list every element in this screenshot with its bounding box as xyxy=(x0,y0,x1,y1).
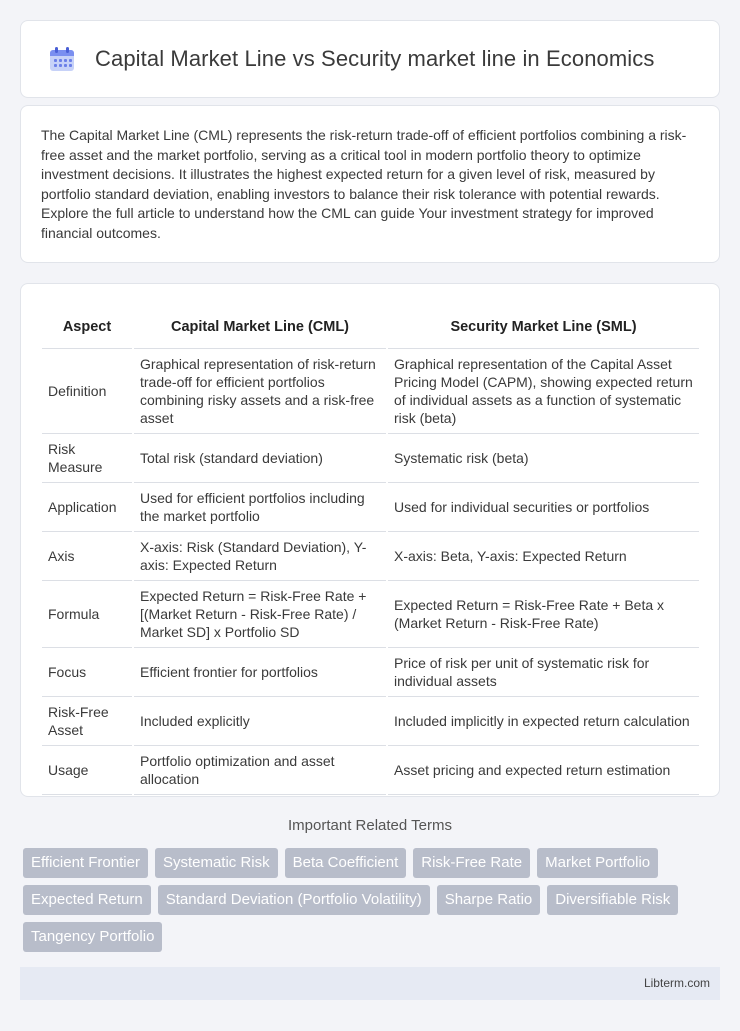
related-term-tag[interactable]: Market Portfolio xyxy=(537,848,658,878)
row-aspect: Axis xyxy=(42,531,133,580)
row-cml: Graphical representation of risk-return trade-off for efficient portfolios combining risky assets and a risk-free asset xyxy=(133,348,387,433)
row-sml: Asset pricing and expected return estimation xyxy=(387,745,699,794)
row-cml: X-axis: Risk (Standard Deviation), Y-axis: Expected Return xyxy=(133,531,387,580)
related-term-tag[interactable]: Standard Deviation (Portfolio Volatility) xyxy=(158,885,430,915)
row-sml: X-axis: Beta, Y-axis: Expected Return xyxy=(387,531,699,580)
table-row xyxy=(42,745,699,794)
row-aspect: Formula xyxy=(42,580,133,647)
related-term-tag[interactable]: Risk-Free Rate xyxy=(413,848,530,878)
table-row xyxy=(42,433,699,482)
row-aspect: Application xyxy=(42,482,133,531)
header-sml: Security Market Line (SML) xyxy=(387,304,699,348)
row-cml: Portfolio optimization and asset allocation xyxy=(133,745,387,794)
row-sml: Included implicitly in expected return calculation xyxy=(387,696,699,745)
related-term-tag[interactable]: Systematic Risk xyxy=(155,848,278,878)
table-row xyxy=(42,580,699,647)
header-card xyxy=(20,20,720,98)
row-cml: Included explicitly xyxy=(133,696,387,745)
row-aspect: Focus xyxy=(42,647,133,696)
row-cml: Expected Return = Risk-Free Rate + [(Market Return - Risk-Free Rate) / Market SD] x Portfolio SD xyxy=(133,580,387,647)
table-row xyxy=(42,696,699,745)
row-cml: Efficient frontier for portfolios xyxy=(133,647,387,696)
related-term-tag[interactable]: Sharpe Ratio xyxy=(437,885,541,915)
header-cml: Capital Market Line (CML) xyxy=(133,304,387,348)
related-term-tag[interactable]: Efficient Frontier xyxy=(23,848,148,878)
row-sml: Price of risk per unit of systematic risk for individual assets xyxy=(387,647,699,696)
calendar-icon xyxy=(49,46,75,72)
footer xyxy=(20,967,720,1000)
related-terms-list xyxy=(23,848,723,952)
table-header-row xyxy=(42,304,699,348)
row-aspect: Risk Measure xyxy=(42,433,133,482)
row-aspect: Definition xyxy=(42,348,133,433)
comparison-table xyxy=(42,304,699,795)
table-row xyxy=(42,482,699,531)
table-row xyxy=(42,647,699,696)
related-term-tag[interactable]: Tangency Portfolio xyxy=(23,922,162,952)
header-aspect: Aspect xyxy=(42,304,133,348)
related-terms-title: Important Related Terms xyxy=(288,817,452,834)
comparison-table-card xyxy=(20,283,720,797)
table-row xyxy=(42,531,699,580)
intro-paragraph: The Capital Market Line (CML) represents the risk-return trade-off of efficient portfolios combining a risk-free asset and the market portfolio, serving as a critical tool in modern portfolio theory to optimize investment decisions. It illustrates the highest expected return for a given level of risk, measured by portfolio standard deviation, enabling investors to balance their risk tolerance with potential rewards. Explore the full article to understand how the CML can guide Your investment strategy for improved financial outcomes. xyxy=(41,127,687,241)
footer-site-link[interactable]: Libterm.com xyxy=(643,976,710,990)
row-cml: Used for efficient portfolios including the market portfolio xyxy=(133,482,387,531)
page-title: Capital Market Line vs Security market line in Economics xyxy=(95,46,655,71)
row-sml: Used for individual securities or portfolios xyxy=(387,482,699,531)
intro-card xyxy=(20,105,720,263)
row-sml: Expected Return = Risk-Free Rate + Beta x (Market Return - Risk-Free Rate) xyxy=(387,580,699,647)
table-row xyxy=(42,348,699,433)
related-term-tag[interactable]: Diversifiable Risk xyxy=(547,885,678,915)
row-sml: Systematic risk (beta) xyxy=(387,433,699,482)
row-aspect: Usage xyxy=(42,745,133,794)
related-term-tag[interactable]: Expected Return xyxy=(23,885,151,915)
related-term-tag[interactable]: Beta Coefficient xyxy=(285,848,407,878)
row-aspect: Risk-Free Asset xyxy=(42,696,133,745)
row-sml: Graphical representation of the Capital Asset Pricing Model (CAPM), showing expected return of individual assets as a function of systematic risk (beta) xyxy=(387,348,699,433)
row-cml: Total risk (standard deviation) xyxy=(133,433,387,482)
